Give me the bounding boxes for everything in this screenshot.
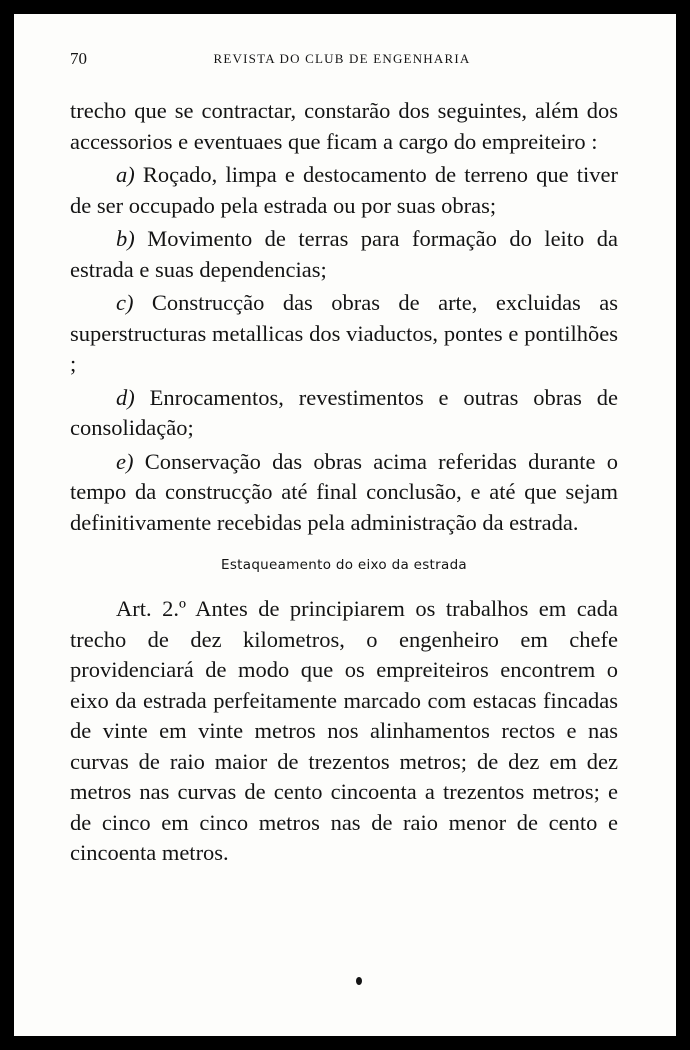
page-number: 70	[70, 49, 87, 68]
article-paragraph	[70, 594, 618, 869]
item-marker: d)	[116, 384, 135, 410]
intro-paragraph: trecho que se contractar, constarão dos seguintes, além dos accessorios e eventuaes que ficam a cargo do empreiteiro :	[70, 98, 618, 154]
printer-mark	[356, 977, 362, 985]
item-text: Roçado, limpa e destocamento de terreno que tiver de ser occupado pela estrada ou por suas obras;	[70, 162, 619, 218]
item-text: Construcção das obras de arte, excluidas as superstructuras metallicas dos viaductos, pontes e pontilhões ;	[70, 290, 618, 376]
document-page	[14, 14, 676, 1036]
list-item-b	[70, 224, 618, 285]
article-text: Antes de principiarem os trabalhos em cada trecho de dez kilometros, o engenheiro em chefe providenciará de modo que os empreiteiros encontrem o eixo da estrada perfeitamente marcado com estacas fincadas de vinte em vinte metros nos alinhamentos rectos e nas curvas de raio maior de trezentos metros; de dez em dez metros nas curvas de cento cincoenta a trezentos metros; e de cinco em cinco metros nas de raio menor de cento e cincoenta metros.	[70, 596, 618, 865]
item-marker: b)	[116, 226, 135, 251]
list-item-e	[70, 447, 618, 539]
item-text: Movimento de terras para formação do leito da estrada e suas dependencias;	[70, 226, 619, 282]
item-text: Enrocamentos, revestimentos e outras obras de consolidação;	[70, 384, 619, 440]
item-marker: c)	[116, 290, 134, 315]
list-item-d	[70, 383, 618, 444]
item-marker: e)	[116, 448, 134, 474]
item-text: Conservação das obras acima referidas durante o tempo da construcção até final conclusão, e até que sejam definitivamente recebidas pela administração da estrada.	[70, 448, 619, 535]
list-item-a	[70, 160, 618, 221]
section-heading: Estaqueamento do eixo da estrada	[220, 557, 468, 573]
article-label: Art. 2.º	[116, 596, 186, 621]
list-item-c	[70, 288, 618, 380]
running-title: REVISTA DO CLUB DE ENGENHARIA	[213, 51, 471, 66]
item-marker: a)	[116, 162, 135, 187]
page-body	[70, 96, 618, 869]
page-header	[70, 48, 614, 70]
